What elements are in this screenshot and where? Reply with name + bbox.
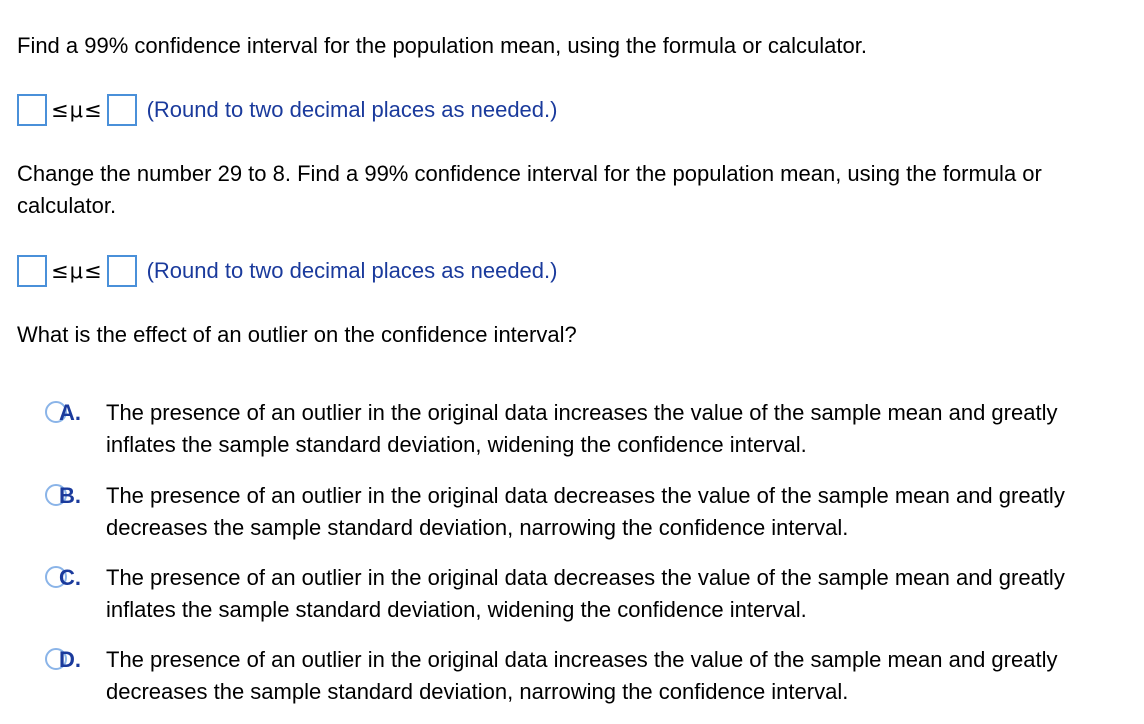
round-note-2: (Round to two decimal places as needed.) <box>146 258 558 283</box>
question-2-text: Change the number 29 to 8. Find a 99% confidence interval for the population mean, using the formula or calculator. <box>17 161 1042 218</box>
round-note-1: (Round to two decimal places as needed.) <box>146 97 558 122</box>
option-d-text: The presence of an outlier in the original data increases the value of the sample mean and greatly decreases the sample standard deviation, narrowing the confidence interval. <box>106 647 1058 704</box>
lower-bound-input-2[interactable] <box>17 255 47 287</box>
option-d-letter: D. <box>59 647 81 672</box>
option-a-text: The presence of an outlier in the original data increases the value of the sample mean and greatly inflates the sample standard deviation, widening the confidence interval. <box>106 400 1058 457</box>
upper-bound-input-1[interactable] <box>107 94 137 126</box>
upper-bound-input-2[interactable] <box>107 255 137 287</box>
question-3-text: What is the effect of an outlier on the confidence interval? <box>17 322 577 347</box>
option-b-letter: B. <box>59 483 81 508</box>
mu-inequality-2: ≤μ≤ <box>51 259 103 283</box>
option-c-letter: C. <box>59 565 81 590</box>
question-1-text: Find a 99% confidence interval for the population mean, using the formula or calculator. <box>17 33 867 58</box>
option-a-letter: A. <box>59 400 81 425</box>
answer-row-2 <box>17 253 557 289</box>
option-c-text: The presence of an outlier in the original data decreases the value of the sample mean and greatly inflates the sample standard deviation, widening the confidence interval. <box>106 565 1065 622</box>
lower-bound-input-1[interactable] <box>17 94 47 126</box>
option-b-text: The presence of an outlier in the original data decreases the value of the sample mean and greatly decreases the sample standard deviation, narrowing the confidence interval. <box>106 483 1065 540</box>
answer-row-1 <box>17 92 557 128</box>
mu-inequality-1: ≤μ≤ <box>51 98 103 122</box>
